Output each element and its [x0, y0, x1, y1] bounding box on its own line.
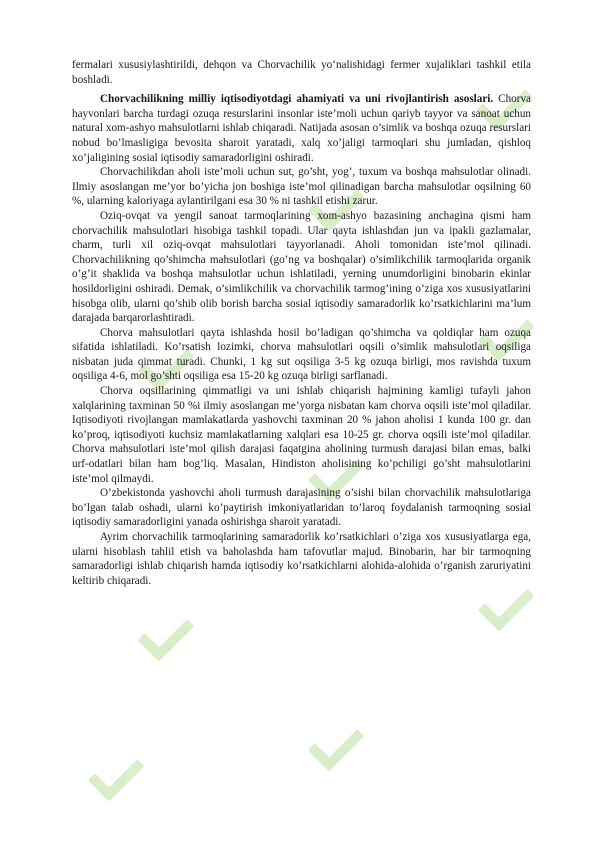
paragraph-text: Chorva oqsillarining qimmatligi va uni ishlab chiqarish hajmining kamligi tufayli jahon xalqlarining taxminan 50 %i ilmiy asoslangan me’yorga nisbatan kam chorva oqsili iste’mol qiladilar. Iqtisodiyoti rivojlangan mamlakatlarda yashovchi taxminan 20 % jahon aholisi 1 kunda 100 gr. dan ko’proq, iqtisodiyoti kuchsiz mamlakatlarning xalqlari esa 10-25 gr. chorva oqsili iste’mol qiladilar. Chorva mahsulotlari iste’mol qilish darajasi faqatgina aholining turmush darajasi bilan emas, balki urf-odatlari bilan ham bog’liq. Masalan, Hindiston aholisining ko’pchiligi go’sht mahsulotlarini iste’mol qilmaydi. — [72, 385, 531, 485]
paragraph-text: Chorva mahsulotlari qayta ishlashda hosil bo’ladigan qo’shimcha va qoldiqlar ham ozuqa sifatida ishlatiladi. Ko’rsatish lozimki, chorva mahsulotlari oqsili o’simlik mahsulotlari oqsiliga nisbatan juda qimmat turadi. Chunki, 1 kg sut oqsiliga 3-5 kg ozuqa birligi, mos ravishda tuxum oqsiliga 4-6, mol go’shti oqsiliga esa 15-20 kg ozuqa birligi sarflanadi. — [72, 326, 531, 383]
paragraph-text: Oziq-ovqat va yengil sanoat tarmoqlarining xom-ashyo bazasining anchagina qismi ham chorvachilik mahsulotlari hisobiga tashkil topadi. Ular qayta ishlashdan jun va ipakli gazlamalar, charm, turli xil oziq-ovqat mahsulotlari tayyorlanadi. Aholi tomonidan iste’mol qilinadi. Chorvachilikning qo’shimcha mahsulotlari (go’ng va boshqalar) o’simlikchilik tarmoqlarida organik o’g’it shaklida va boshqa mahsulotlar uchun ishlatiladi, yerning unumdorligini binobarin ekinlar hosildorligini oshiradi. Demak, o’simlikchilik va chorvachilik tarmog’ining o’ziga xos xususiyatlarini hisobga olib, ularni qo’shib olib borish barcha sosial iqtisodiy samaradorlik ko’rsatkichlarini ma’lum darajada barqarorlashtiradi. — [72, 209, 531, 325]
paragraph-section-heading — [72, 92, 531, 165]
document-body — [72, 58, 531, 588]
paragraph-text: fermalari xususiylashtirildi, dehqon va Chorvachilik yo‘nalishidagi fermer xujaliklari tashkil etila boshladi. — [72, 59, 531, 86]
paragraph-text: Chorva hayvonlari barcha turdagi ozuqa resurslarini insonlar iste’moli uchun qariyb tayyor va sanoat uchun natural xom-ashyo mahsulotlarni ishlab chiqaradi. Natijada asosan o’simlik va boshqa ozuqa resurslari nobud bo’lmasligiga bevosita sharoit yaratadi, xalq xo’jaligi tarmoqlari shu jumladan, qishloq xo’jaligining sosial iqtisodiy samaradorligini oshiradi. — [72, 93, 531, 164]
paragraph — [72, 384, 531, 486]
watermark-mark — [68, 728, 150, 810]
section-heading: Chorvachilikning milliy iqtisodiyotdagi ahamiyati va uni rivojlantirish asoslari. — [100, 93, 494, 106]
paragraph — [72, 165, 531, 209]
paragraph-text: O’zbekistonda yashovchi aholi turmush darajasining o’sishi bilan chorvachilik mahsulotlariga bo’lgan talab oshadi, ularni ko’paytirish imkoniyatlaridan to’laroq foydalanish tarmoqning sosial iqtisodiy samaradorligini yanada oshirishga sharoit yaratadi. — [72, 487, 531, 529]
paragraph — [72, 486, 531, 530]
watermark-mark — [288, 698, 370, 780]
paragraph — [72, 209, 531, 326]
watermark-mark — [118, 588, 200, 670]
paragraph-text: Chorvachilikdan aholi iste’moli uchun sut, go’sht, yog’, tuxum va boshqa mahsulotlar olinadi. Ilmiy asoslangan me’yor bo’yicha jon boshiga iste’mol qilinadigan barcha mahsulotlar oqsilning 60 %, ularning kaloriyaga aylantirilgani esa 30 % ni tashkil etishi zarur. — [72, 166, 531, 208]
paragraph — [72, 326, 531, 384]
paragraph — [72, 58, 531, 87]
paragraph — [72, 530, 531, 588]
paragraph-text: Ayrim chorvachilik tarmoqlarining samaradorlik ko’rsatkichlari o’ziga xos xususiyatlarga ega, ularni hisoblash tahlil etish va baholashda ham tafovutlar majud. Binobarin, har bir tarmoqning samaradorligi ishlab chiqarish hamda iqtisodiy ko’rsatkichlarni alohida-alohida o’rganish zaruriyatini keltirib chiqaradi. — [72, 531, 531, 587]
